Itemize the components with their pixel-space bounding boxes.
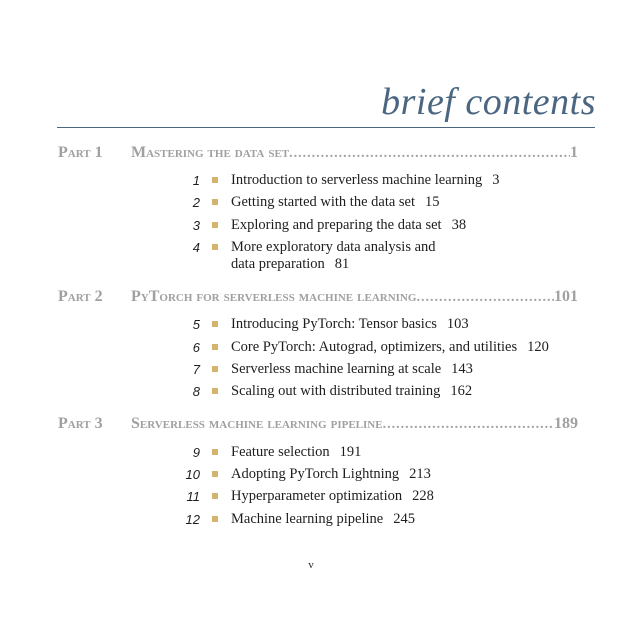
title-rule <box>57 127 595 128</box>
part-heading <box>58 288 578 306</box>
chapter-number: 3 <box>192 218 200 233</box>
part-heading <box>58 415 578 433</box>
chapter-page: 3 <box>492 172 500 188</box>
chapter-title: Adopting PyTorch Lightning <box>231 466 400 482</box>
part-page: 101 <box>554 288 578 305</box>
bullet-square-icon <box>212 177 218 183</box>
chapter-page: 103 <box>446 316 469 332</box>
chapter-page: 38 <box>451 217 467 233</box>
chapter-number: 12 <box>185 512 200 527</box>
chapter-page: 15 <box>425 194 440 210</box>
chapter-page: 245 <box>393 511 415 527</box>
part-label: Part 3 <box>58 415 103 432</box>
part-label: Part 2 <box>58 288 103 305</box>
chapter-page: 191 <box>339 444 362 460</box>
page-number-footer: v <box>308 559 314 571</box>
bullet-square-icon <box>212 244 218 250</box>
chapter-title: Exploring and preparing the data set <box>231 217 442 233</box>
part-title: PyTorch for serverless machine learning <box>131 288 417 305</box>
chapter-number: 1 <box>192 173 200 188</box>
chapter-title: Hyperparameter optimization <box>231 488 403 504</box>
chapter-page: 120 <box>527 339 549 355</box>
chapter-page: 228 <box>412 488 434 504</box>
chapter-page: 213 <box>409 466 431 482</box>
part-title: Serverless machine learning pipeline <box>131 415 383 432</box>
chapter-title: Serverless machine learning at scale <box>231 361 442 377</box>
bullet-square-icon <box>212 222 218 228</box>
chapter-title: Introduction to serverless machine learning <box>231 172 483 188</box>
bullet-square-icon <box>212 199 218 205</box>
chapter-number: 8 <box>192 384 200 399</box>
bullet-square-icon <box>212 344 218 350</box>
chapter-title: Introducing PyTorch: Tensor basics <box>231 316 437 332</box>
bullet-square-icon <box>212 516 218 522</box>
chapter-page: 81 <box>334 256 350 272</box>
chapter-page: 143 <box>451 361 473 377</box>
chapter-number: 5 <box>192 317 200 332</box>
chapter-title-line1: More exploratory data analysis and <box>231 239 436 255</box>
chapter-number: 9 <box>192 445 200 460</box>
chapter-number: 4 <box>192 240 200 255</box>
bullet-square-icon <box>212 366 218 372</box>
chapter-title-line2: data preparation <box>231 256 325 272</box>
leader-dots <box>289 146 570 162</box>
bullet-square-icon <box>212 449 218 455</box>
chapter-number: 7 <box>192 362 200 377</box>
part-title: Mastering the data set <box>131 144 290 161</box>
page-title: brief contents <box>381 81 596 123</box>
chapter-number: 6 <box>192 340 200 355</box>
chapter-number: 2 <box>192 195 200 210</box>
bullet-square-icon <box>212 493 218 499</box>
chapter-title: Machine learning pipeline <box>231 511 384 527</box>
chapter-title: Feature selection <box>231 444 330 460</box>
chapter-number: 11 <box>186 489 200 504</box>
leader-dots <box>416 290 554 306</box>
bullet-square-icon <box>212 388 218 394</box>
bullet-square-icon <box>212 471 218 477</box>
part-page: 1 <box>570 144 578 161</box>
chapter-number: 10 <box>185 467 200 482</box>
part-label: Part 1 <box>58 144 103 161</box>
bullet-square-icon <box>212 321 218 327</box>
chapter-title: Getting started with the data set <box>231 194 416 210</box>
chapter-page: 162 <box>450 383 473 399</box>
leader-dots <box>383 417 554 433</box>
part-heading <box>58 144 578 162</box>
part-page: 189 <box>554 415 578 432</box>
chapter-title: Core PyTorch: Autograd, optimizers, and utilities <box>231 339 518 355</box>
chapter-title: Scaling out with distributed training <box>231 383 441 399</box>
